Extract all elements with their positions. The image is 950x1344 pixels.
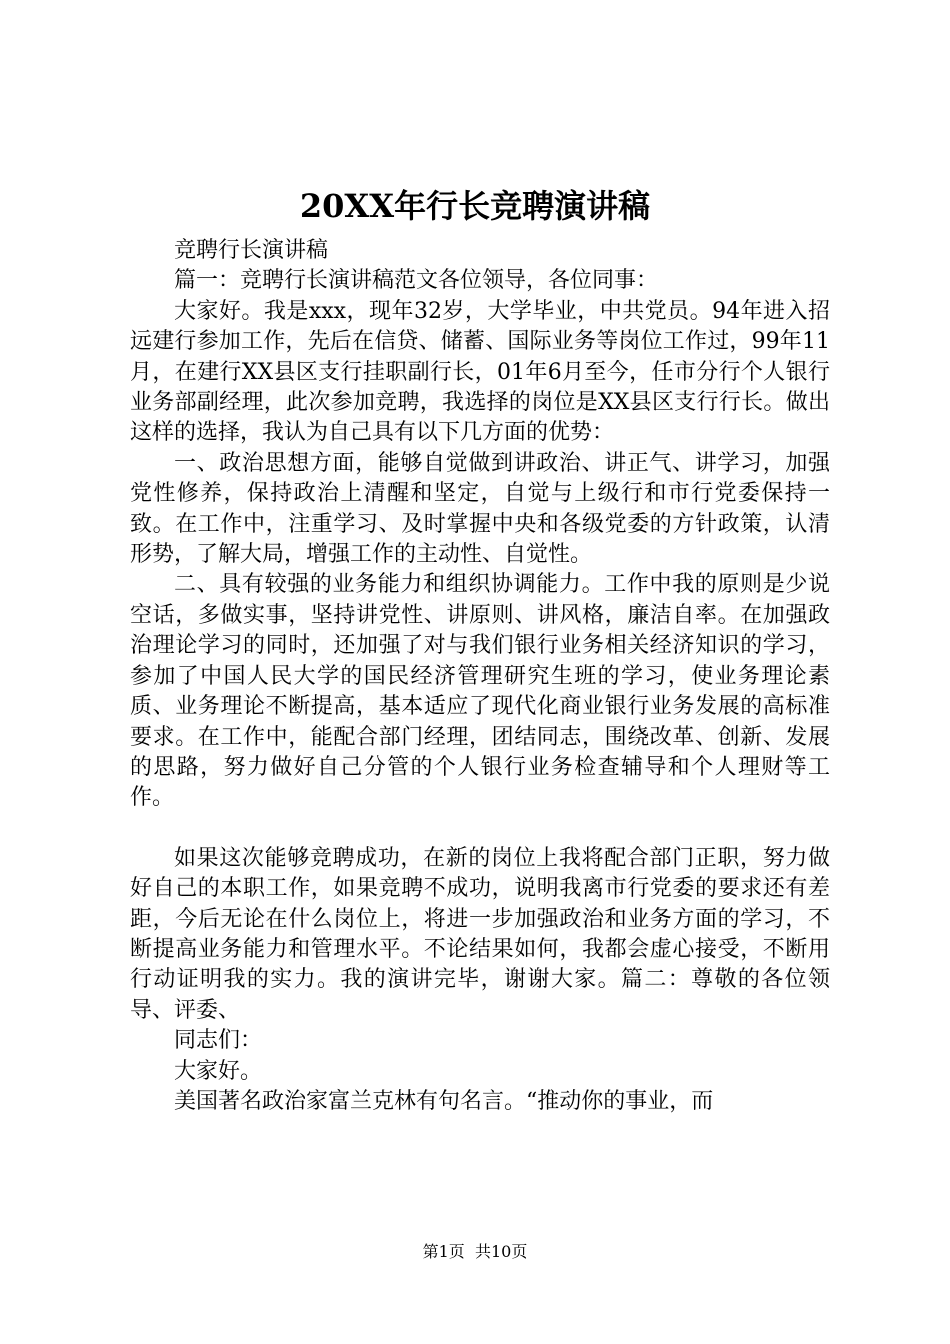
page-footer: [0, 1242, 950, 1262]
paragraph-point-two: 二、具有较强的业务能力和组织协调能力。工作中我的原则是少说空话，多做实事，坚持讲党性、讲原则、讲风格，廉洁自率。在加强政治理论学习的同时，还加强了对与我们银行业务相关经济知识的学习，参加了中国人民大学的国民经济管理研究生班的学习，使业务理论素质、业务理论不断提高，基本适应了现代化商业银行业务发展的高标准要求。在工作中，能配合部门经理，团结同志，围绕改革、创新、发展的思路，努力做好自己分管的个人银行业务检查辅导和个人理财等工作。: [130, 572, 830, 811]
paragraph-introduction: 大家好。我是xxx，现年32岁，大学毕业，中共党员。94年进入招远建行参加工作，先后在信贷、储蓄、国际业务等岗位工作过，99年11月，在建行XX县区支行挂职副行长，01年6月至今，任市分行个人银行业务部副经理，此次参加竞聘，我选择的岗位是XX县区支行行长。做出这样的选择，我认为自己具有以下几方面的优势：: [130, 298, 830, 446]
document-body: [130, 236, 830, 1117]
paragraph-point-one: 一、政治思想方面，能够自觉做到讲政治、讲正气、讲学习，加强党性修养，保持政治上清醒和坚定，自觉与上级行和市行党委保持一致。在工作中，注重学习、及时掌握中央和各级党委的方针政策，认清形势，了解大局，增强工作的主动性、自觉性。: [130, 450, 830, 568]
paragraph-subtitle: 竞聘行长演讲稿: [174, 238, 329, 263]
document-title: 20XX年行长竞聘演讲稿: [299, 187, 651, 225]
paragraph-part-one-heading: 篇一：竞聘行长演讲稿范文各位领导，各位同事：: [174, 268, 659, 294]
page-number: 第1页: [422, 1242, 465, 1261]
paragraph-conclusion: 如果这次能够竞聘成功，在新的岗位上我将配合部门正职，努力做好自己的本职工作，如果竞聘不成功，说明我离市行党委的要求还有差距，今后无论在什么岗位上，将进一步加强政治和业务方面的学习，不断提高业务能力和管理水平。不论结果如何，我都会虚心接受，不断用行动证明我的实力。我的演讲完毕，谢谢大家。篇二：尊敬的各位领导、评委、: [130, 845, 830, 1023]
paragraph-salutation: 同志们：: [174, 1028, 263, 1054]
page-total: 共10页: [474, 1242, 528, 1261]
paragraph-greeting: 大家好。: [174, 1058, 263, 1084]
paragraph-quote-start: 美国著名政治家富兰克林有句名言。“推动你的事业，而: [174, 1088, 714, 1114]
